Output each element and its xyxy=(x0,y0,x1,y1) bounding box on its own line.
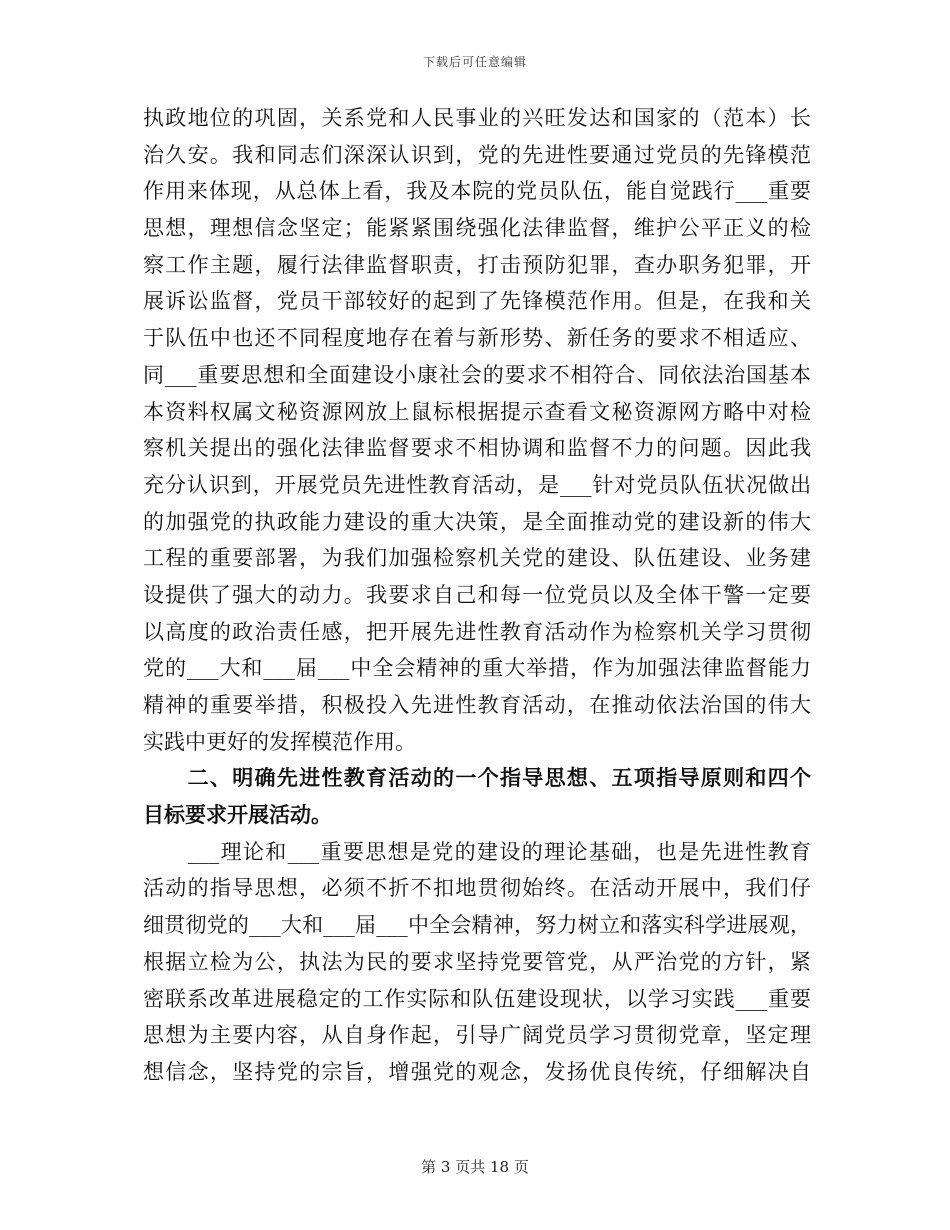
text-line: 于队伍中也还不同程度地存在着与新形势、新任务的要求不相适应、 xyxy=(143,326,811,351)
text-line: 实践中更好的发挥模范作用。 xyxy=(143,729,416,754)
text-line: 想信念，坚持党的宗旨，增强党的观念，发扬优良传统，仔细解决自 xyxy=(143,1059,811,1084)
document-body xyxy=(143,100,811,1091)
text-line: 本资料权属文秘资源网放上鼠标根据提示查看文秘资源网方略中对检 xyxy=(143,399,811,424)
text-line: 执政地位的巩固，关系党和人民事业的兴旺发达和国家的（范本）长 xyxy=(143,106,811,130)
text-line: 活动的指导思想，必须不折不扣地贯彻始终。在活动开展中，我们仔 xyxy=(143,876,811,901)
text-line: 同___重要思想和全面建设小康社会的要求不相符合、同依法治国基本 xyxy=(143,362,811,387)
text-line: 思想，理想信念坚定；能紧紧围绕强化法律监督，维护公平正义的检 xyxy=(143,216,811,241)
text-line: 设提供了强大的动力。我要求自己和每一位党员以及全体干警一定要 xyxy=(143,582,811,607)
text-line: 目标要求开展活动。 xyxy=(143,802,332,828)
text-line: 根据立检为公，执法为民的要求坚持党要管党，从严治党的方针，紧 xyxy=(143,949,811,974)
page-footer: 第 3 页共 18 页 xyxy=(421,1158,529,1176)
text-line: 察机关提出的强化法律监督要求不相协调和监督不力的问题。因此我 xyxy=(143,436,811,461)
text-line: 党的___大和___届___中全会精神的重大举措，作为加强法律监督能力 xyxy=(143,656,811,681)
text-line: 作用来体现，从总体上看，我及本院的党员队伍，能自觉践行___重要 xyxy=(143,179,811,204)
text-line: ___理论和___重要思想是党的建设的理论基础，也是先进性教育 xyxy=(143,839,811,864)
text-line: 治久安。我和同志们深深认识到，党的先进性要通过党员的先锋模范 xyxy=(143,142,811,167)
text-line: 充分认识到，开展党员先进性教育活动，是___针对党员队伍状况做出 xyxy=(143,472,811,497)
text-line: 工程的重要部署，为我们加强检察机关党的建设、队伍建设、业务建 xyxy=(143,546,811,571)
text-line: 察工作主题，履行法律监督职责，打击预防犯罪，查办职务犯罪，开 xyxy=(143,252,811,277)
text-line: 精神的重要举措，积极投入先进性教育活动，在推动依法治国的伟大 xyxy=(143,693,811,717)
text-line: 思想为主要内容，从自身作起，引导广阔党员学习贯彻党章，坚定理 xyxy=(143,1023,811,1048)
text-line: 以高度的政治责任感，把开展先进性教育活动作为检察机关学习贯彻 xyxy=(143,619,811,644)
text-line: 二、明确先进性教育活动的一个指导思想、五项指导原则和四个 xyxy=(143,765,811,791)
text-line: 密联系改革进展稳定的工作实际和队伍建设现状，以学习实践___重要 xyxy=(143,986,811,1011)
text-line: 细贯彻党的___大和___届___中全会精神，努力树立和落实科学进展观， xyxy=(143,913,811,938)
page-header: 下载后可任意编辑 xyxy=(422,55,527,69)
text-line: 的加强党的执政能力建设的重大决策，是全面推动党的建设新的伟大 xyxy=(143,509,811,534)
text-line: 展诉讼监督，党员干部较好的起到了先锋模范作用。但是，在我和关 xyxy=(143,289,811,314)
